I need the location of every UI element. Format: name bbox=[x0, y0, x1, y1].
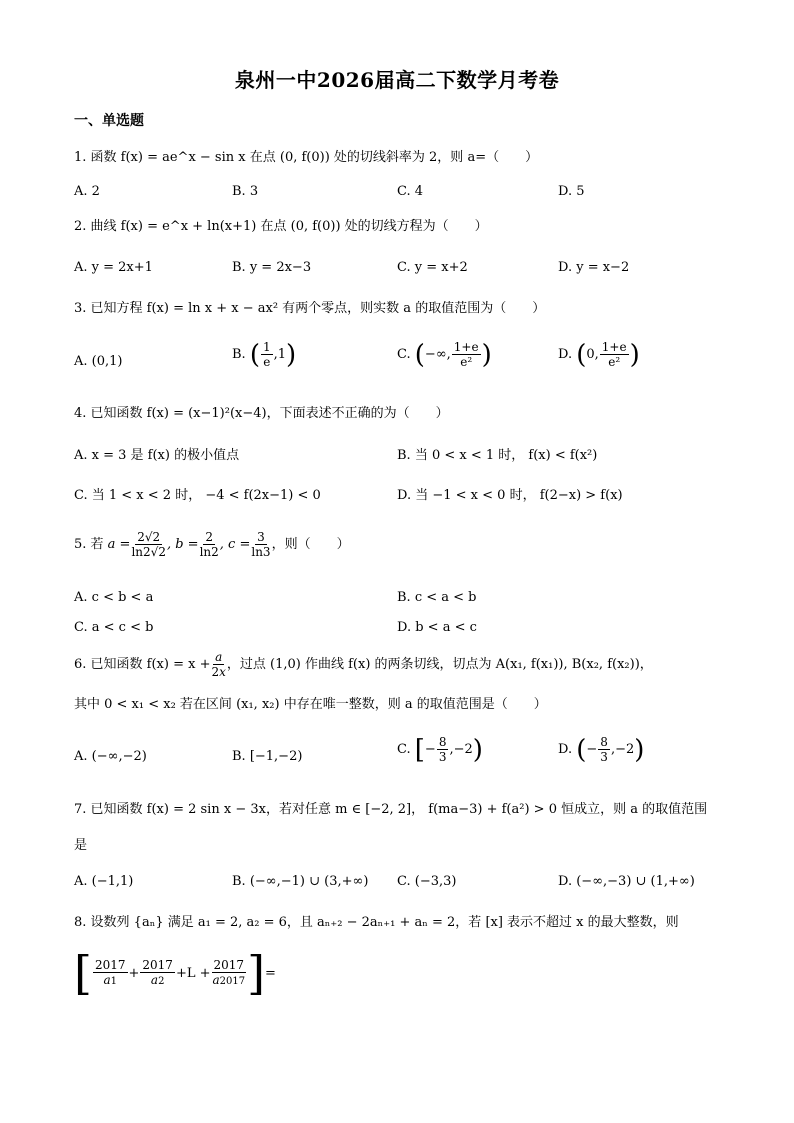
q1-option-c: C. 4 bbox=[397, 184, 424, 199]
q3-option-b: B. ( $\frac{1}{e}$ ,1 ) bbox=[232, 339, 297, 370]
q8-numerator-1: 2017 bbox=[94, 957, 126, 972]
q6-option-c: C. [ − $\frac{8}{3}$ ,−2 ) bbox=[397, 734, 483, 765]
q6-stem-part1: 6. 已知函数 f(x) = x + bbox=[74, 656, 211, 672]
q3-option-b-label: B. bbox=[232, 346, 246, 362]
q5-option-c: C. a < c < b bbox=[74, 620, 154, 635]
q8-numerator-2: 2017 bbox=[142, 957, 173, 972]
q6-option-c-label: C. bbox=[397, 741, 411, 757]
q3-option-c: C. ( −∞, $\frac{1+e}{\text{e²}}$ ) bbox=[397, 339, 492, 370]
q8-numerator-3: 2017 bbox=[213, 957, 245, 972]
q8-ellipsis: L bbox=[186, 965, 196, 981]
q1-option-d: D. 5 bbox=[558, 184, 585, 199]
q3-option-c-label: C. bbox=[397, 346, 411, 362]
q3-option-d-label: D. bbox=[558, 346, 573, 362]
page-title: 泉州一中2026届高二下数学月考卷 bbox=[234, 68, 560, 92]
q4-option-a: A. x = 3 是 f(x) 的极小值点 bbox=[74, 448, 240, 463]
q2-option-c: C. y = x+2 bbox=[397, 260, 468, 275]
q8-expression: [ $\frac{2017}{a1}$ + $\frac{2017}{a2}$ + L + $\frac{2017}{a2017}$ ] = bbox=[74, 946, 276, 1000]
q4-option-b: B. 当 0 < x < 1 时， f(x) < f(x²) bbox=[397, 448, 598, 463]
question-4-stem: 4. 已知函数 f(x) = (x−1)²(x−4)，下面表述不正确的为（ ） bbox=[74, 406, 449, 421]
q4-option-d: D. 当 −1 < x < 0 时， f(2−x) > f(x) bbox=[397, 488, 623, 503]
q2-option-a: A. y = 2x+1 bbox=[74, 260, 153, 275]
q6-option-a: A. (−∞,−2) bbox=[74, 749, 147, 764]
question-3-stem: 3. 已知方程 f(x) = ln x + x − ax² 有两个零点，则实数 a 的取值范围为（ ） bbox=[74, 301, 546, 316]
q5-option-b: B. c < a < b bbox=[397, 590, 477, 605]
q3-option-a: A. (0,1) bbox=[74, 354, 123, 369]
q7-option-c: C. (−3,3) bbox=[397, 874, 457, 889]
question-6-stem-line2: 其中 0 < x₁ < x₂ 若在区间 (x₁, x₂) 中存在唯一整数，则 a 的取值范围是（ ） bbox=[74, 697, 547, 712]
q8-equals: = bbox=[265, 965, 276, 981]
q5-stem-prefix: 5. 若 bbox=[74, 536, 104, 552]
q7-option-b: B. (−∞,−1) ∪ (3,+∞) bbox=[232, 874, 369, 889]
question-6-stem: 6. 已知函数 f(x) = x + $\frac{a}{2x}$ ，过点 (1,0) 作曲线 f(x) 的两条切线，切点为 A(x₁, f(x₁)), B(x₂, f(x₂))， bbox=[74, 650, 653, 679]
question-7-stem: 7. 已知函数 f(x) = 2 sin x − 3x，若对任意 m ∈ [−2, 2]， f(ma−3) + f(a²) > 0 恒成立，则 a 的取值范围 bbox=[74, 802, 708, 817]
question-5-stem: 5. 若 a = $\frac{2√2}{\ln 2√2}$ , b = $\frac{2}{\ln 2}$ , c = $\frac{3}{\ln 3}$ ，则（ ） bbox=[74, 530, 350, 559]
q6-stem-part2: ，过点 (1,0) 作曲线 f(x) 的两条切线，切点为 A(x₁, f(x₁)), B(x₂, f(x₂))， bbox=[226, 656, 653, 672]
q7-option-d: D. (−∞,−3) ∪ (1,+∞) bbox=[558, 874, 695, 889]
question-2-stem: 2. 曲线 f(x) = e^x + ln(x+1) 在点 (0, f(0)) 处的切线方程为（ ） bbox=[74, 219, 488, 234]
question-8-stem: 8. 设数列 {aₙ} 满足 a₁ = 2, a₂ = 6，且 aₙ₊₂ − 2aₙ₊₁ + aₙ = 2，若 [x] 表示不超过 x 的最大整数，则 bbox=[74, 915, 679, 930]
q5-option-a: A. c < b < a bbox=[74, 590, 154, 605]
question-1-stem: 1. 函数 f(x) = ae^x − sin x 在点 (0, f(0)) 处的切线斜率为 2，则 a=（ ） bbox=[74, 150, 539, 165]
section-heading: 一、单选题 bbox=[74, 113, 144, 129]
q6-option-d-label: D. bbox=[558, 741, 573, 757]
q4-option-c: C. 当 1 < x < 2 时， −4 < f(2x−1) < 0 bbox=[74, 488, 321, 503]
q1-option-a: A. 2 bbox=[74, 184, 100, 199]
q5-option-d: D. b < a < c bbox=[397, 620, 477, 635]
q6-option-b: B. [−1,−2) bbox=[232, 749, 303, 764]
q6-option-d: D. ( − $\frac{8}{3}$ ,−2 ) bbox=[558, 734, 645, 765]
q7-option-a: A. (−1,1) bbox=[74, 874, 134, 889]
q5-stem-suffix: ，则（ ） bbox=[271, 536, 350, 552]
q3-option-d: D. ( 0, $\frac{1+e}{\text{e²}}$ ) bbox=[558, 339, 640, 370]
q2-option-b: B. y = 2x−3 bbox=[232, 260, 312, 275]
question-7-stem-line2: 是 bbox=[74, 838, 88, 853]
q1-option-b: B. 3 bbox=[232, 184, 259, 199]
q2-option-d: D. y = x−2 bbox=[558, 260, 630, 275]
